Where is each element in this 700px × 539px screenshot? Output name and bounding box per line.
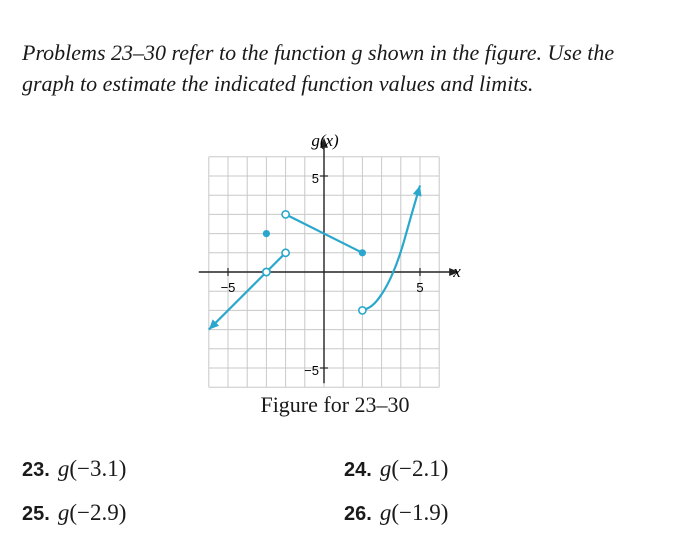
problem-argument: (−2.1) [391,456,449,481]
function-graph-figure [195,128,475,388]
tick-label-y-pos5: 5 [311,171,319,186]
problem-intro: Problems 23–30 refer to the function g shown in the figure. Use the graph to estimate the indicated function values and limits. [22,40,615,96]
function-symbol: g [379,456,392,481]
curve-segment-1 [209,272,267,330]
problem-argument: (−2.9) [69,500,127,525]
problem-23 [22,456,126,482]
markers [209,186,422,330]
open-endpoint [282,249,289,256]
function-symbol: g [57,456,70,481]
open-endpoint [359,307,366,314]
problem-number: 25. [22,503,50,525]
function-graph [195,128,475,388]
x-axis-label: x [453,262,461,281]
problem-25 [22,500,126,526]
tick-label-y-neg5: −5 [304,363,319,378]
problem-24 [344,456,448,482]
problem-number: 23. [22,459,50,481]
open-endpoint [282,211,289,218]
figure-caption: Figure for 23–30 [260,392,410,417]
problem-number: 24. [344,459,372,481]
tick-label-x-neg5: −5 [220,280,236,295]
problem-26 [344,500,448,526]
problem-number: 26. [344,503,372,525]
problem-argument: (−1.9) [391,500,449,525]
function-symbol: g [57,500,70,525]
function-symbol: g [379,500,392,525]
problem-argument: (−3.1) [69,456,127,481]
tick-label-x-pos5: 5 [416,280,424,295]
open-endpoint [263,268,270,275]
curves [209,186,420,330]
y-axis-label: g(x) [311,131,339,150]
closed-endpoint [359,249,366,256]
isolated-point [263,230,270,237]
